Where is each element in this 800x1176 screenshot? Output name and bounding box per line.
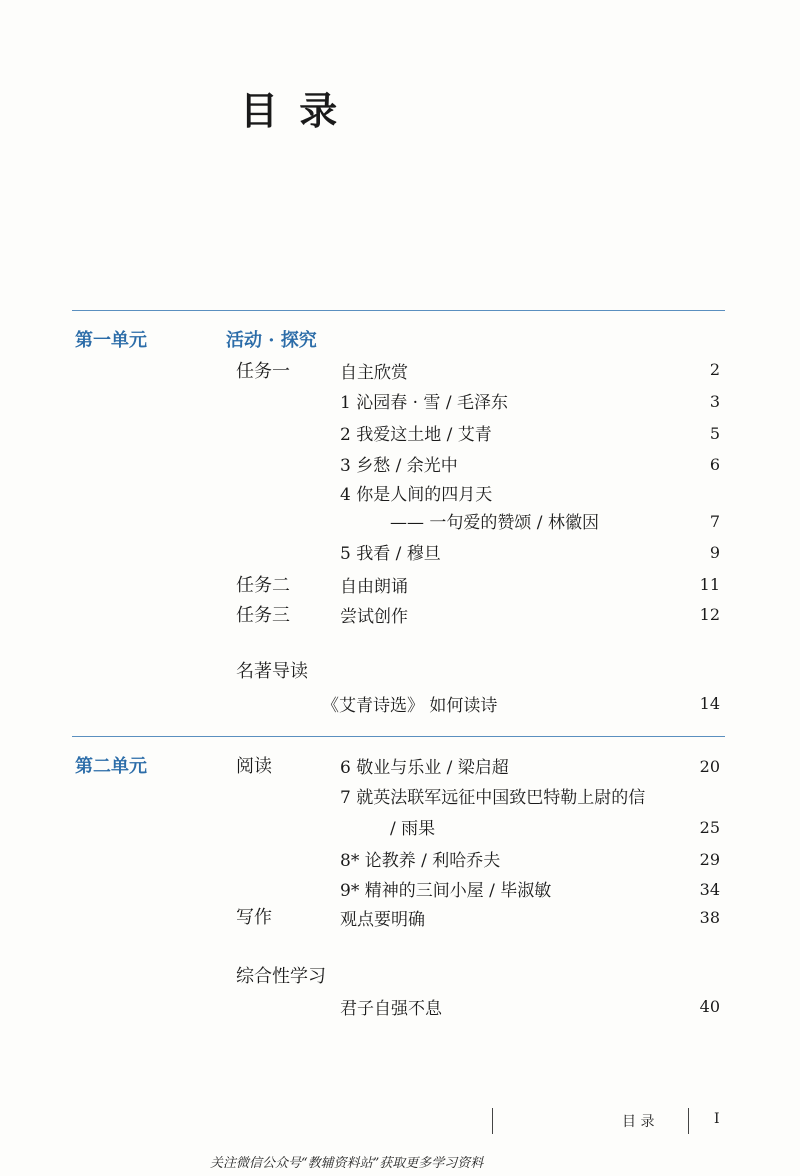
lesson3-page: 6 (709, 455, 720, 474)
footer-page-number: I (714, 1111, 720, 1127)
task3-label: 任务三 (236, 605, 290, 626)
lesson2-title[interactable]: 2 我爱这土地 / 艾青 (340, 425, 492, 445)
task3-page: 12 (699, 605, 720, 624)
page-title: 目 录 (240, 88, 342, 133)
lesson7-title[interactable]: 7 就英法联军远征中国致巴特勒上尉的信 (340, 788, 646, 808)
reading-page: 14 (699, 694, 720, 713)
lesson7-author[interactable]: / 雨果 (390, 819, 436, 839)
lesson8-title[interactable]: 8* 论教养 / 利哈乔夫 (340, 851, 501, 871)
task2-label: 任务二 (236, 575, 290, 596)
task2-page: 11 (699, 575, 720, 594)
lesson6-page: 20 (699, 757, 720, 776)
lesson8-page: 29 (699, 850, 720, 869)
lesson2-page: 5 (709, 424, 720, 443)
lesson4-page: 7 (709, 512, 720, 531)
comprehensive-label: 综合性学习 (236, 966, 326, 987)
lesson4-title[interactable]: 4 你是人间的四月天 (340, 485, 493, 505)
unit2-label: 第二单元 (75, 756, 147, 777)
divider-unit1 (72, 310, 725, 311)
lesson7-page: 25 (699, 818, 720, 837)
lesson5-page: 9 (709, 543, 720, 562)
task1-label: 任务一 (236, 361, 290, 382)
lesson9-page: 34 (699, 880, 720, 899)
footer-label: 目 录 (622, 1114, 655, 1130)
task3-name[interactable]: 尝试创作 (340, 607, 408, 627)
unit1-label: 第一单元 (75, 330, 147, 351)
footer-divider-right (688, 1108, 689, 1134)
divider-unit2 (72, 736, 725, 737)
lesson5-title[interactable]: 5 我看 / 穆旦 (340, 544, 441, 564)
writing-title[interactable]: 观点要明确 (340, 910, 425, 930)
comprehensive-title[interactable]: 君子自强不息 (340, 999, 442, 1019)
lesson1-title[interactable]: 1 沁园春 · 雪 / 毛泽东 (340, 393, 508, 413)
reading-label: 名著导读 (236, 661, 308, 682)
writing-label: 写作 (236, 907, 272, 928)
lesson1-page: 3 (709, 392, 720, 411)
unit1-section-title: 活动 · 探究 (226, 330, 317, 351)
comprehensive-page: 40 (699, 997, 720, 1016)
lesson3-title[interactable]: 3 乡愁 / 余光中 (340, 456, 458, 476)
task1-name[interactable]: 自主欣赏 (340, 363, 408, 383)
footer-divider-left (492, 1108, 493, 1134)
task1-page: 2 (709, 360, 720, 379)
unit2-read-label: 阅读 (236, 756, 272, 777)
bottom-note: 关注微信公众号“教辅资料站”获取更多学习资料 (210, 1156, 484, 1171)
writing-page: 38 (699, 908, 720, 927)
reading-title[interactable]: 《艾青诗选》 如何读诗 (322, 696, 498, 716)
task2-name[interactable]: 自由朗诵 (340, 577, 408, 597)
lesson9-title[interactable]: 9* 精神的三间小屋 / 毕淑敏 (340, 881, 552, 901)
lesson6-title[interactable]: 6 敬业与乐业 / 梁启超 (340, 758, 509, 778)
lesson4-subtitle[interactable]: —— 一句爱的赞颂 / 林徽因 (390, 513, 599, 533)
